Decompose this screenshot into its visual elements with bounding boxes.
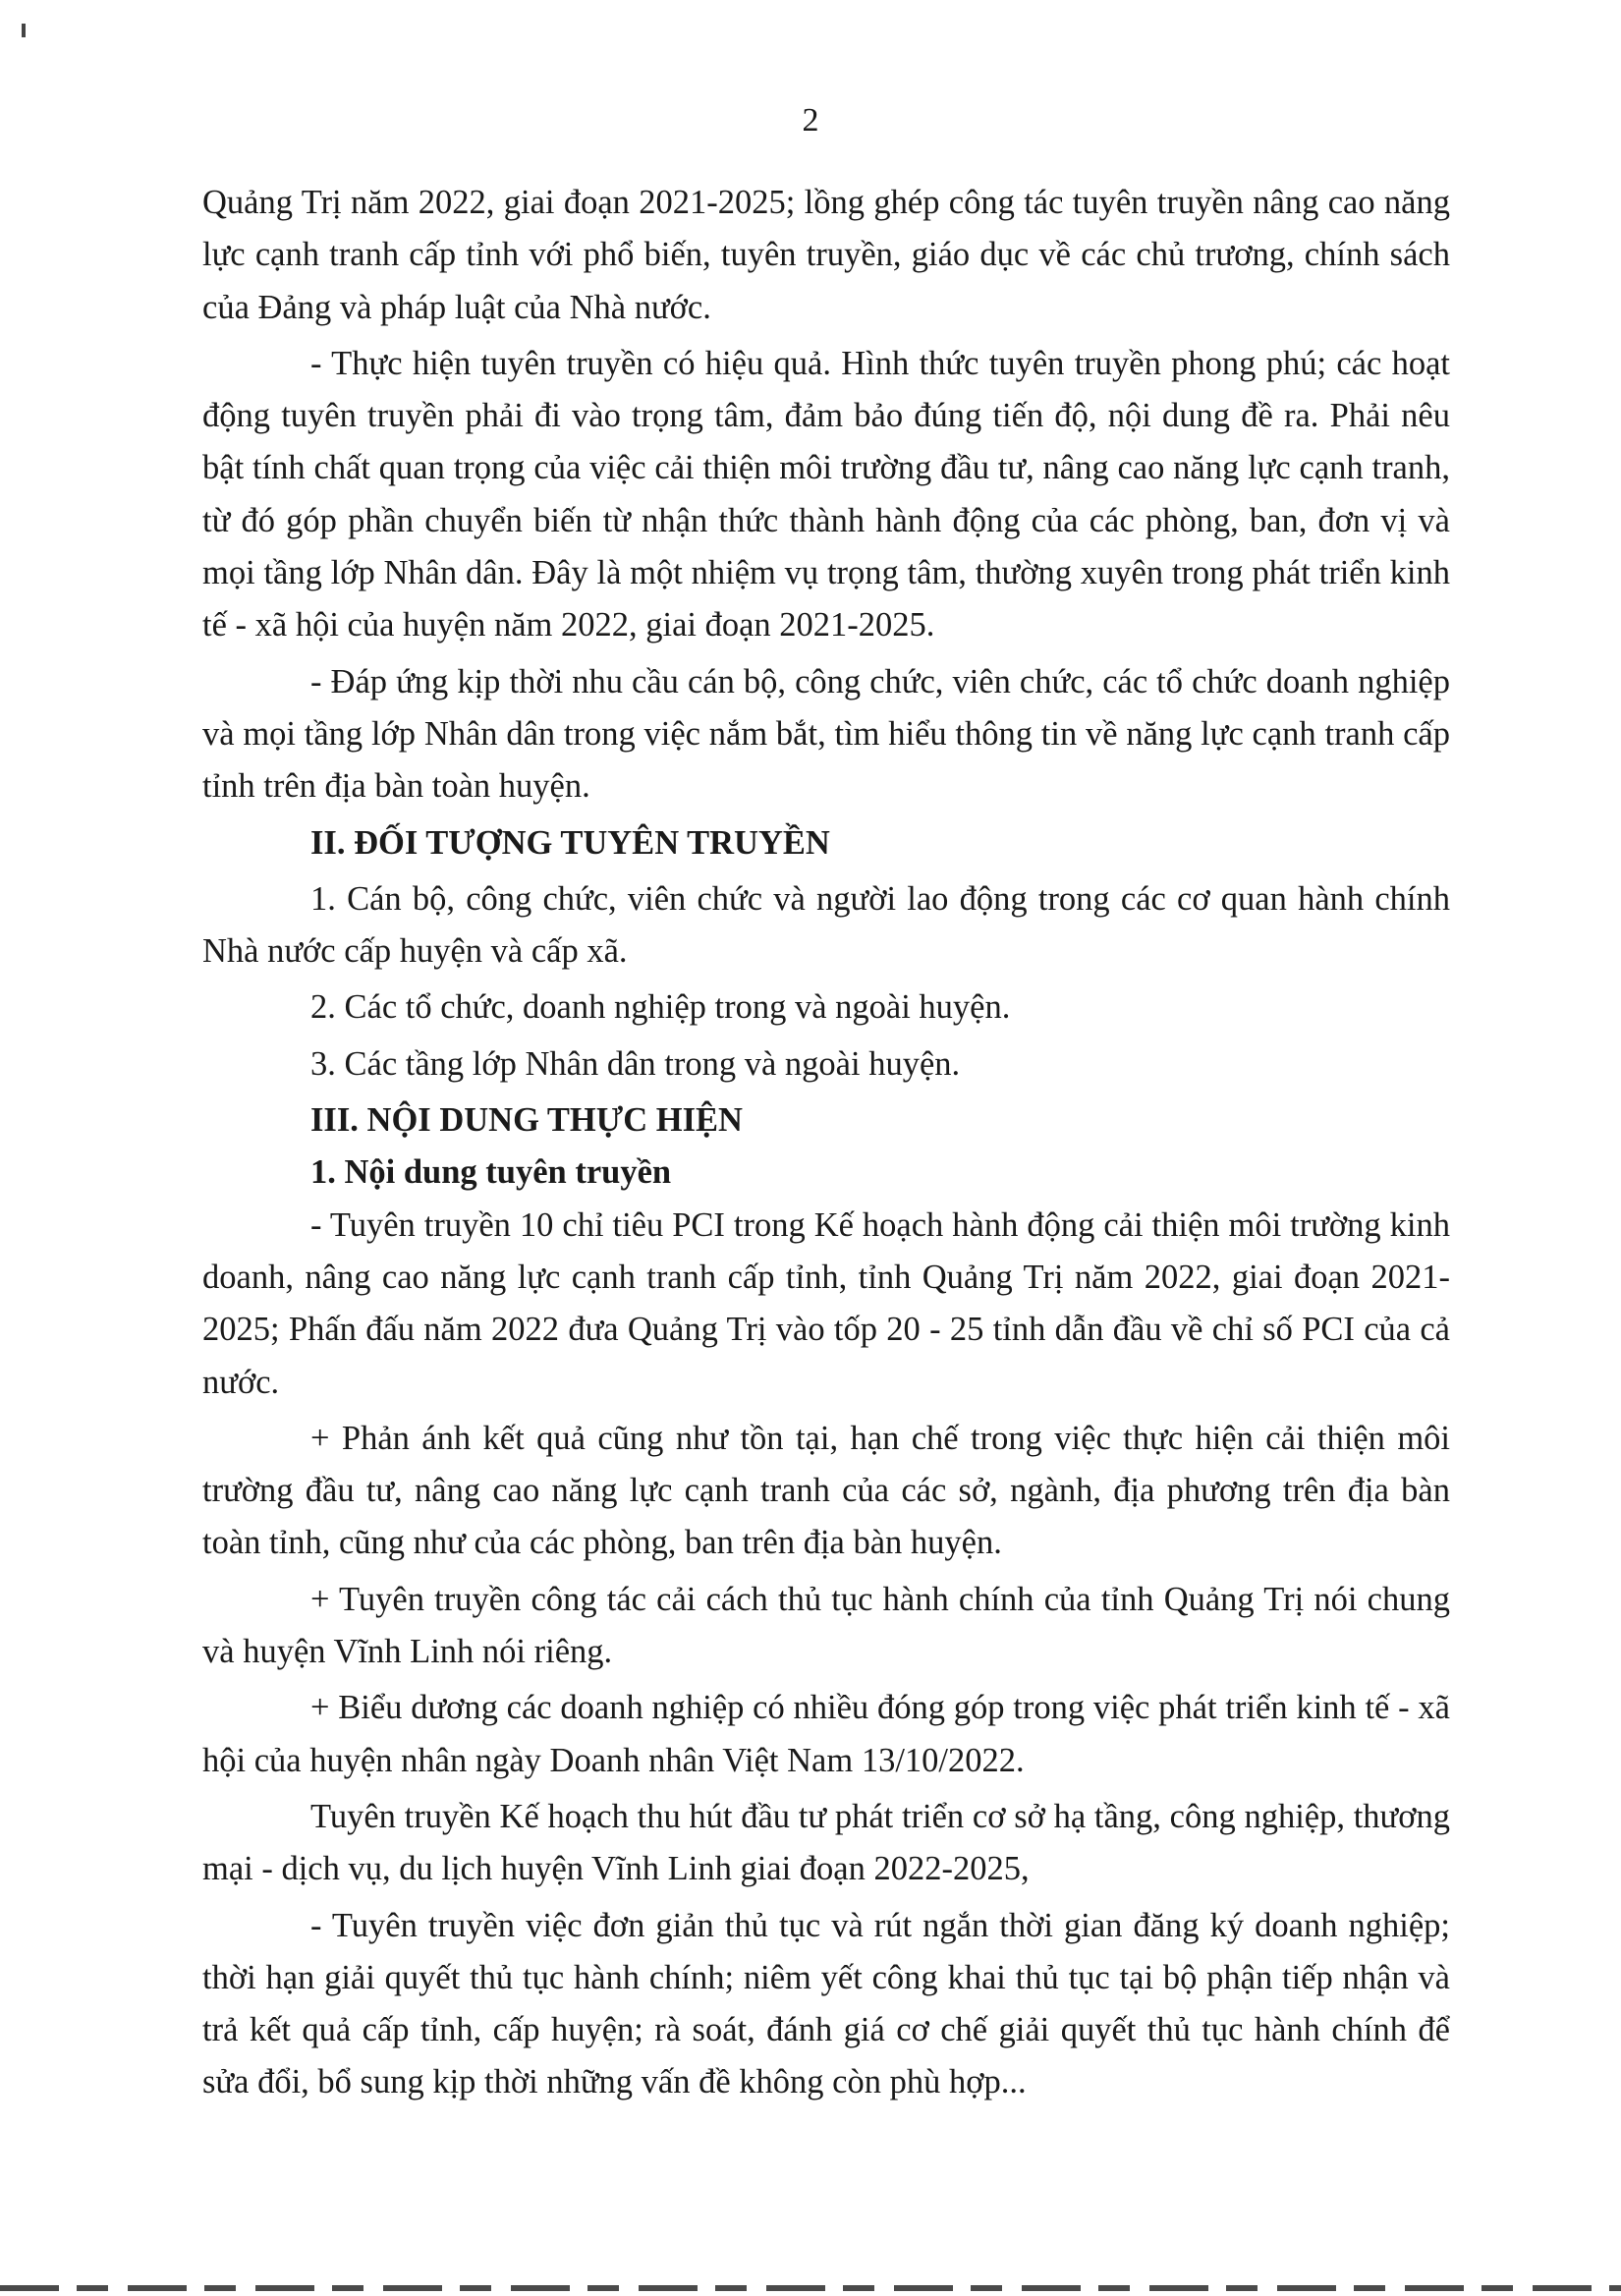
content-item-pci: - Tuyên truyền 10 chỉ tiêu PCI trong Kế hoạch hành động cải thiện môi trường kinh doanh, nâng cao năng lực cạnh tranh cấp tỉnh, tỉnh Quảng Trị năm 2022, giai đoạn 2021-2025; Phấn đấu năm 2022 đưa Quảng Trị vào tốp 20 - 25 tỉnh dẫn đầu về chỉ số PCI của cả nước. (202, 1205, 1450, 1401)
audience-item-2: 2. Các tổ chức, doanh nghiệp trong và ngoài huyện. (310, 988, 1011, 1027)
scan-bottom-edge (0, 2285, 1621, 2291)
audience-item-1: 1. Cán bộ, công chức, viên chức và người lao động trong các cơ quan hành chính Nhà nước cấp huyện và cấp xã. (202, 879, 1450, 971)
content-item-commend-businesses: + Biểu dương các doanh nghiệp có nhiều đóng góp trong việc phát triển kinh tế - xã hội của huyện nhân ngày Doanh nhân Việt Nam 13/10/2022. (202, 1689, 1450, 1779)
section-heading-content: III. NỘI DUNG THỰC HIỆN (310, 1101, 743, 1140)
page-number: 2 (802, 102, 819, 139)
content-item-admin-reform: + Tuyên truyền công tác cải cách thủ tục hành chính của tỉnh Quảng Trị nói chung và huyện Vĩnh Linh nói riêng. (202, 1580, 1450, 1671)
audience-item-3: 3. Các tầng lớp Nhân dân trong và ngoài huyện. (310, 1044, 961, 1083)
content-item-investment-plan: Tuyên truyền Kế hoạch thu hút đầu tư phát triển cơ sở hạ tầng, công nghiệp, thương mại - dịch vụ, du lịch huyện Vĩnh Linh giai đoạn 2022-2025, (202, 1797, 1450, 1888)
paragraph-effective-propaganda: - Thực hiện tuyên truyền có hiệu quả. Hình thức tuyên truyền phong phú; các hoạt động tuyên truyền phải đi vào trọng tâm, đảm bảo đúng tiến độ, nội dung đề ra. Phải nêu bật tính chất quan trọng của việc cải thiện môi trường đầu tư, nâng cao năng lực cạnh tranh, từ đó góp phần chuyển biến từ nhận thức thành hành động của các phòng, ban, đơn vị và mọi tầng lớp Nhân dân. Đây là một nhiệm vụ trọng tâm, thường xuyên trong phát triển kinh tế - xã hội của huyện năm 2022, giai đoạn 2021-2025. (202, 344, 1450, 644)
content-item-simplify-procedures: - Tuyên truyền việc đơn giản thủ tục và rút ngắn thời gian đăng ký doanh nghiệp; thời hạn giải quyết thủ tục hành chính; niêm yết công khai thủ tục tại bộ phận tiếp nhận và trả kết quả cấp tỉnh, cấp huyện; rà soát, đánh giá cơ chế giải quyết thủ tục hành chính để sửa đổi, bổ sung kịp thời những vấn đề không còn phù hợp... (202, 1906, 1450, 2101)
paragraph-timely-response: - Đáp ứng kịp thời nhu cầu cán bộ, công chức, viên chức, các tổ chức doanh nghiệp và mọi tầng lớp Nhân dân trong việc nắm bắt, tìm hiểu thông tin về năng lực cạnh tranh cấp tỉnh trên địa bàn toàn huyện. (202, 662, 1450, 806)
subsection-heading-propaganda-content: 1. Nội dung tuyên truyền (310, 1153, 672, 1192)
scan-mark (22, 24, 26, 37)
section-heading-target-audience: II. ĐỐI TƯỢNG TUYÊN TRUYỀN (310, 823, 830, 862)
content-item-results: + Phản ánh kết quả cũng như tồn tại, hạn chế trong việc thực hiện cải thiện môi trường đầu tư, nâng cao năng lực cạnh tranh của các sở, ngành, địa phương trên địa bàn toàn tỉnh, cũng như của các phòng, ban trên địa bàn huyện. (202, 1419, 1450, 1562)
document-body (202, 177, 1450, 2109)
paragraph-continuation: Quảng Trị năm 2022, giai đoạn 2021-2025; lồng ghép công tác tuyên truyền nâng cao năng lực cạnh tranh cấp tỉnh với phổ biến, tuyên truyền, giáo dục về các chủ trương, chính sách của Đảng và pháp luật của Nhà nước. (202, 184, 1450, 326)
